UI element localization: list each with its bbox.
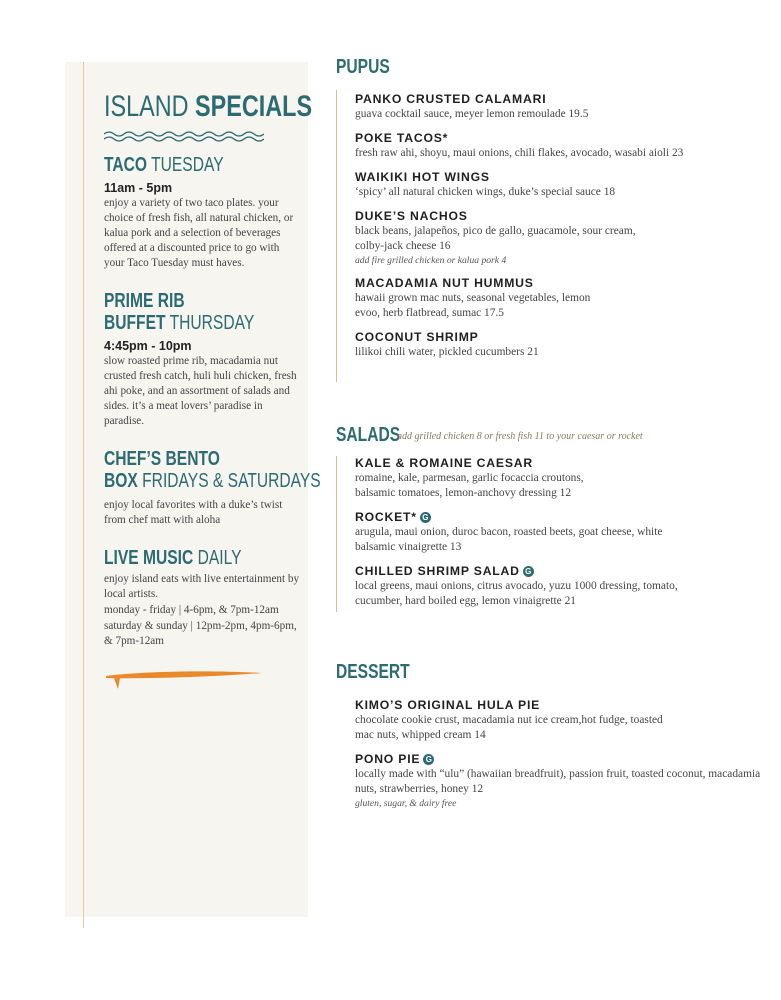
menu-item-name: DUKE’S NACHOS (355, 209, 468, 223)
gluten-free-icon: G (423, 754, 434, 765)
menu-item-note: add fire grilled chicken or kalua pork 4 (355, 255, 507, 266)
special-heading-bold: BUFFET (104, 312, 166, 334)
wave-divider-icon (104, 130, 264, 142)
special-heading-bold: TACO (104, 154, 148, 176)
section-title-pupus: PUPUS (336, 56, 390, 78)
menu-item (355, 751, 765, 810)
special-heading-bold: CHEF’S BENTO (104, 448, 220, 470)
menu-item (355, 329, 755, 360)
menu-item-name: PANKO CRUSTED CALAMARI (355, 92, 547, 106)
special-heading-light: TUESDAY (151, 154, 224, 176)
gluten-free-icon: G (523, 566, 534, 577)
menu-item-description: fresh raw ahi, shoyu, maui onions, chili flakes, avocado, wasabi aioli 23 (355, 147, 684, 159)
dessert-list (355, 697, 765, 818)
special-chefs-bento (104, 448, 321, 528)
special-heading-bold: PRIME RIB (104, 290, 185, 312)
section-title-salads: SALADS (336, 424, 401, 446)
menu-item-note: gluten, sugar, & dairy free (355, 798, 457, 809)
special-heading-light: DAILY (197, 547, 242, 569)
menu-item-name: MACADAMIA NUT HUMMUS (355, 276, 534, 290)
menu-item-name: KALE & ROMAINE CAESAR (355, 456, 533, 470)
special-time: 4:45pm - 10pm (104, 339, 192, 353)
menu-item-description: romaine, kale, parmesan, garlic focaccia croutons, balsamic tomatoes, lemon-anchovy dressing 12 (355, 472, 584, 499)
special-heading (104, 448, 257, 470)
pupus-rule (336, 90, 337, 382)
menu-item (355, 563, 755, 609)
special-description: slow roasted prime rib, macadamia nut crusted fresh catch, huli huli chicken, fresh ahi poke, and an assortment of salads and sides. it’s a meat lovers’ paradise in paradise. (104, 355, 297, 427)
menu-item-name-row (355, 509, 755, 525)
special-description: enjoy island eats with live entertainment by local artists. (104, 573, 300, 600)
menu-item (355, 275, 755, 321)
surfboard-icon (104, 669, 264, 691)
sidebar-divider (83, 62, 84, 928)
special-schedule-weekday: monday - friday | 4-6pm, & 7pm-12am (104, 604, 279, 616)
special-description: enjoy a variety of two taco plates. your choice of fresh fish, all natural chicken, or kalua pork and a selection of beverages offered at a discounted price to go with your Taco Tuesday must haves. (104, 197, 294, 269)
special-heading (104, 154, 257, 176)
menu-item-description: hawaii grown mac nuts, seasonal vegetables, lemon evoo, herb flatbread, sumac 17.5 (355, 292, 591, 319)
section-title-dessert: DESSERT (336, 661, 410, 683)
menu-item-name: POKE TACOS* (355, 131, 449, 145)
special-heading (104, 547, 257, 569)
special-heading-line-2 (104, 312, 257, 334)
menu-item-description: black beans, jalapeños, pico de gallo, guacamole, sour cream, colby-jack cheese 16 (355, 225, 636, 252)
menu-item-description: local greens, maui onions, citrus avocado, yuzu 1000 dressing, tomato, cucumber, hard boiled egg, lemon vinaigrette 21 (355, 580, 678, 607)
special-heading (104, 290, 257, 312)
menu-item-name: WAIKIKI HOT WINGS (355, 170, 490, 184)
salads-list (355, 455, 755, 617)
pupus-list (355, 91, 755, 368)
menu-item (355, 169, 755, 200)
special-heading-line-2 (104, 470, 321, 492)
menu-item (355, 91, 755, 122)
menu-item-description: arugula, maui onion, duroc bacon, roasted beets, goat cheese, white balsamic vinaigrette 13 (355, 526, 663, 553)
menu-item-name-row (355, 751, 765, 767)
menu-item (355, 130, 755, 161)
specials-title-bold: SPECIALS (195, 90, 313, 123)
specials-title-light: ISLAND (104, 90, 189, 123)
menu-item-name-row (355, 563, 755, 579)
special-description: enjoy local favorites with a duke’s twist from chef matt with aloha (104, 499, 283, 526)
special-taco-tuesday (104, 154, 300, 271)
menu-item-description: chocolate cookie crust, macadamia nut ice cream,hot fudge, toasted mac nuts, whipped cream 14 (355, 714, 663, 741)
salads-note: add grilled chicken 8 or fresh fish 11 to your caesar or rocket (397, 431, 643, 442)
menu-item-description: guava cocktail sauce, meyer lemon remoulade 19.5 (355, 108, 589, 120)
menu-item-name: CHILLED SHRIMP SALAD (355, 564, 520, 578)
salads-rule (336, 456, 337, 612)
gluten-free-icon: G (420, 512, 431, 523)
special-live-music (104, 547, 300, 649)
menu-item-description: lilikoi chili water, pickled cucumbers 21 (355, 346, 539, 358)
special-prime-rib (104, 290, 300, 429)
menu-item (355, 208, 755, 267)
menu-item-name: ROCKET* (355, 510, 417, 524)
specials-title (104, 90, 313, 123)
menu-item (355, 455, 755, 501)
menu-item-name: KIMO’S ORIGINAL HULA PIE (355, 698, 541, 712)
special-heading-light: THURSDAY (169, 312, 255, 334)
menu-item-name: COCONUT SHRIMP (355, 330, 479, 344)
special-time: 11am - 5pm (104, 181, 173, 195)
special-heading-bold: BOX (104, 470, 138, 492)
menu-item-description: ‘spicy’ all natural chicken wings, duke’s special sauce 18 (355, 186, 616, 198)
special-schedule-weekend: saturday & sunday | 12pm-2pm, 4pm-6pm, & 7pm-12am (104, 620, 297, 647)
menu-item (355, 697, 765, 743)
menu-item-name: PONO PIE (355, 752, 421, 766)
menu-item-description: locally made with “ulu” (hawaiian breadfruit), passion fruit, toasted coconut, macadamia nuts, strawberries, honey 12 (355, 768, 761, 795)
specials-content (104, 90, 321, 691)
menu-item (355, 509, 755, 555)
special-heading-bold: LIVE MUSIC (104, 547, 194, 569)
special-heading-light: FRIDAYS & SATURDAYS (142, 470, 321, 492)
